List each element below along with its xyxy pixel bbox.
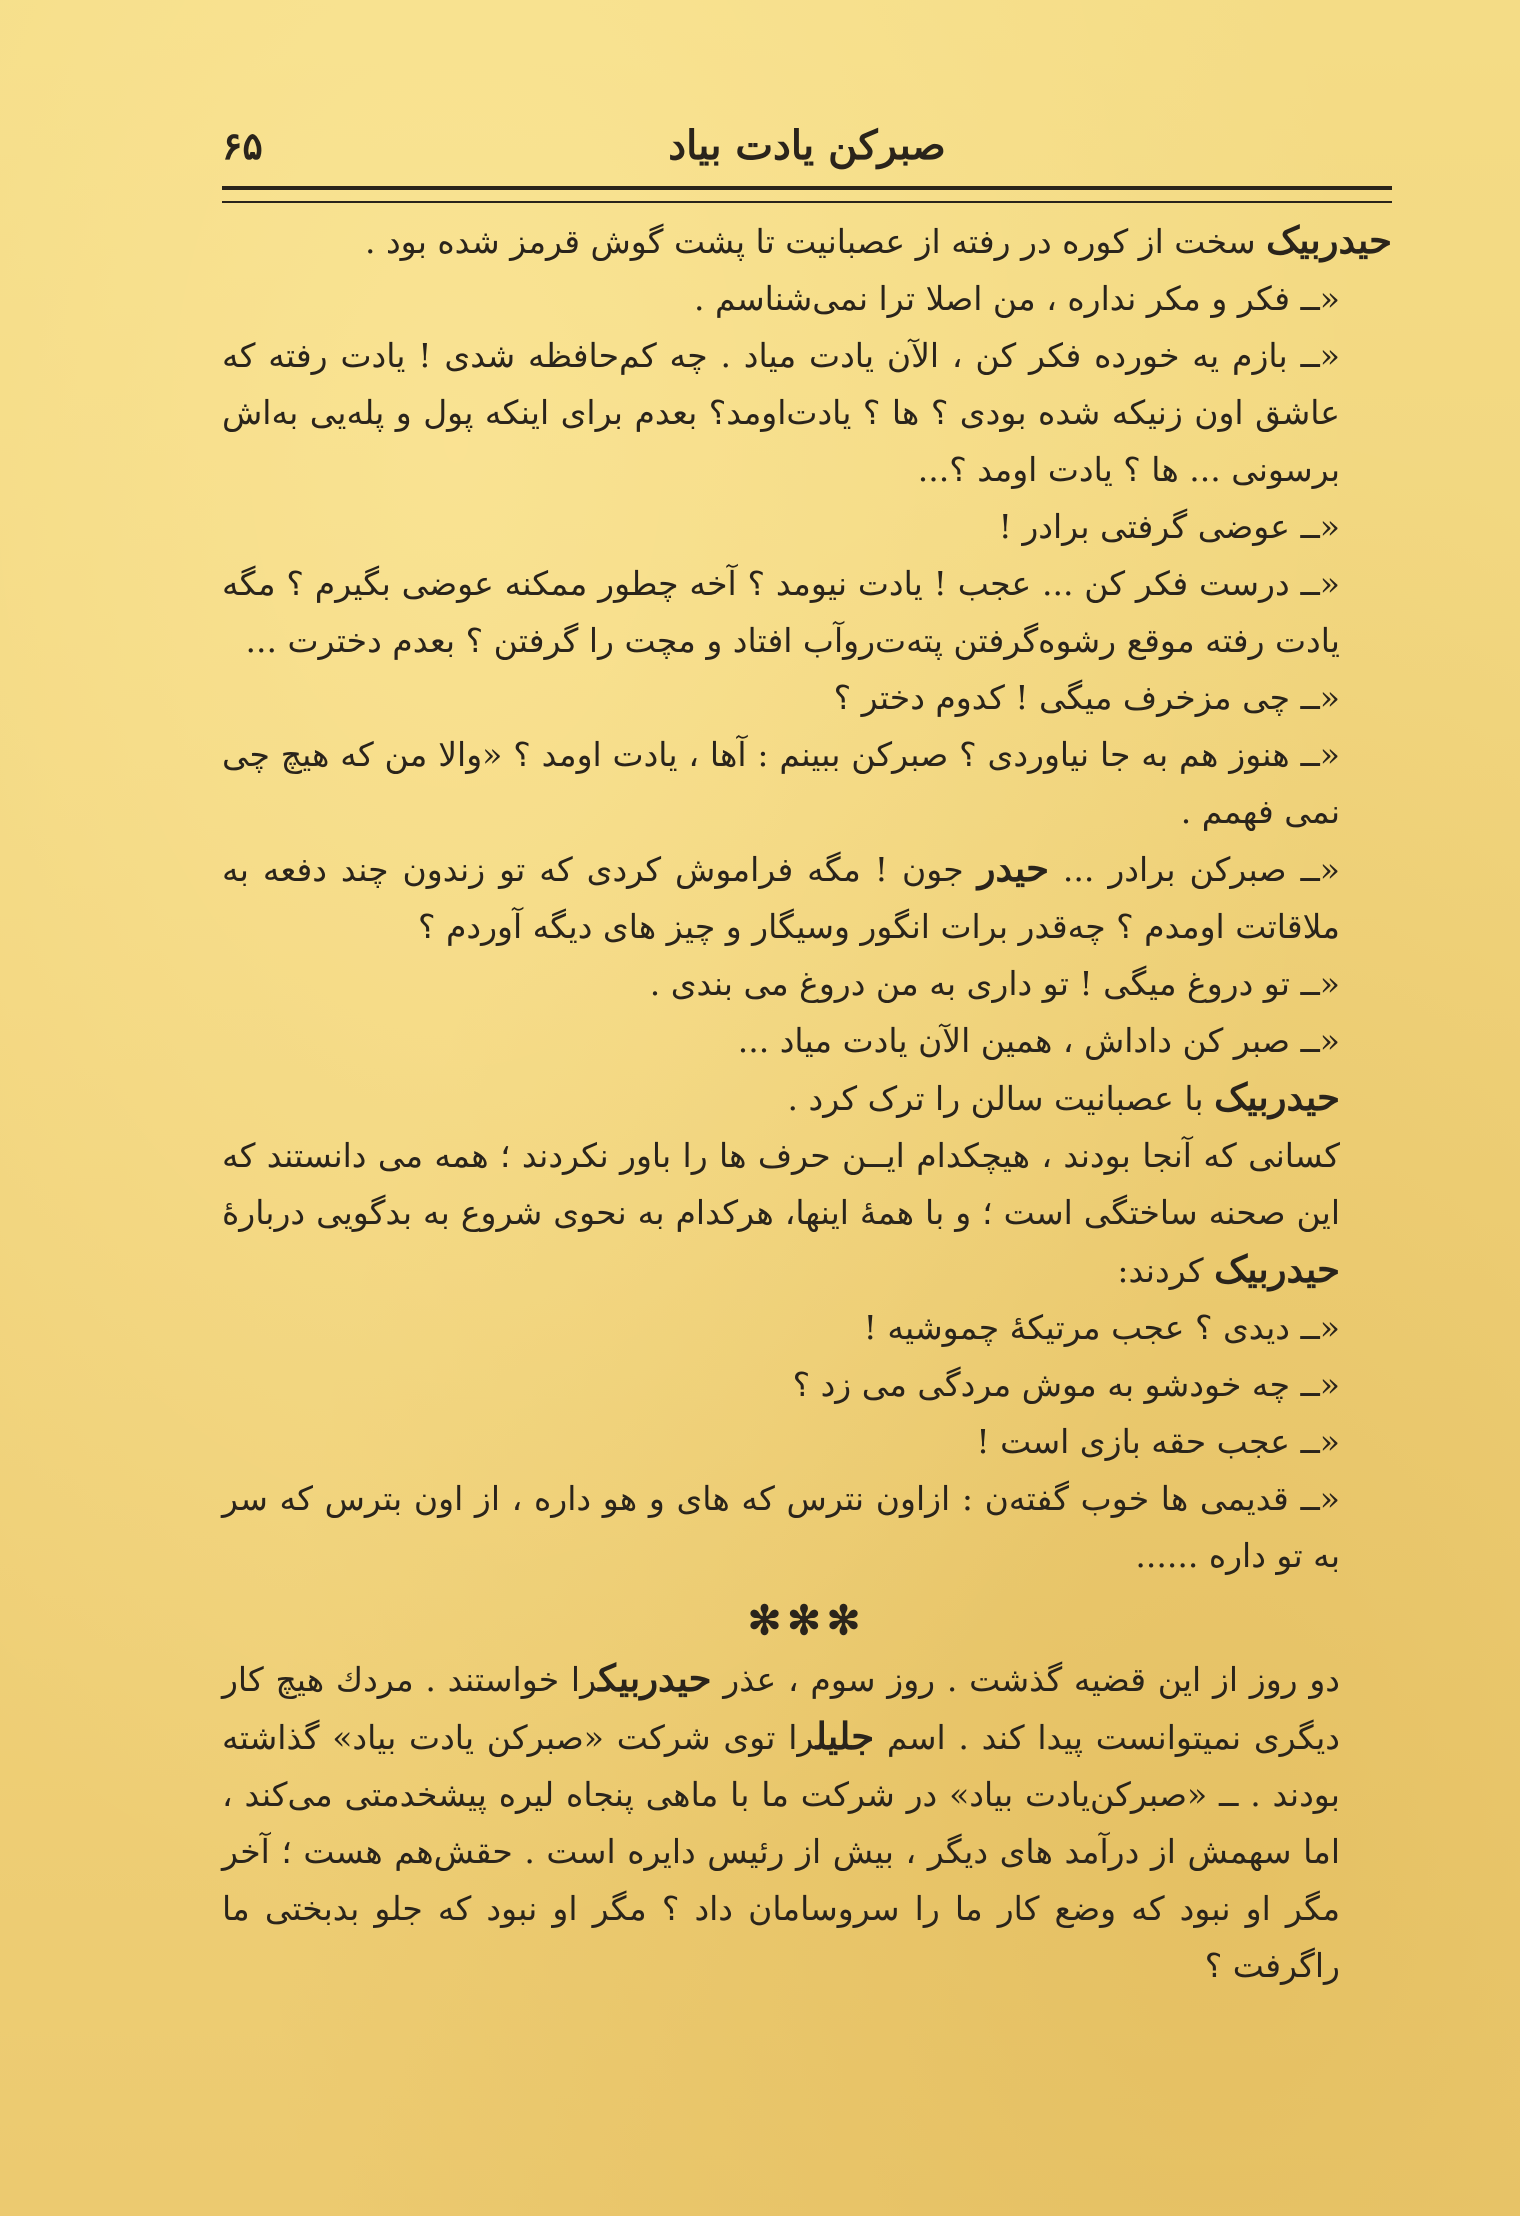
dialog-line xyxy=(222,1299,1392,1356)
text-run: «ــ قدیمی ها خوب گفته‌ن : ازاون نترس که های و هو داره ، از اون بترس که سر به تو داره ...... xyxy=(222,1479,1340,1575)
name-bold: حیدربیک xyxy=(1214,1247,1340,1291)
name-bold: حیدربیک xyxy=(598,1656,712,1700)
page-header xyxy=(222,118,1392,178)
dialog-line xyxy=(222,726,1392,840)
dialog-line xyxy=(222,555,1392,669)
paragraph xyxy=(222,1069,1392,1127)
text-run: «ــ هنوز هم به جا نیاوردی ؟ صبرکن ببینم : آها ، یادت اومد ؟ «والا من که هیچ چی نمی فهمم . xyxy=(222,735,1340,831)
text-run: «ــ دیدی ؟ عجب مرتیکهٔ چموشیه ! xyxy=(863,1308,1340,1347)
dialog-line xyxy=(222,327,1392,498)
text-run: «ــ درست فکر کن ... عجب ! یادت نیومد ؟ آخه چطور ممکنه عوضی بگیرم ؟ مگه یادت رفته موقع رشوه‌گرفتن پته‌ت‌روآب افتاد و مچت را گرفتن ؟ بعدم دخترت ... xyxy=(222,564,1340,660)
name-bold: حیدر xyxy=(977,846,1049,890)
text-run: «ــ عوضی گرفتی برادر ! xyxy=(998,507,1340,546)
text-run: «ــ چه خودشو به موش مردگی می زد ؟ xyxy=(792,1365,1340,1404)
text-run: را توی شرکت «صبرکن یادت بیاد» گذاشته بودند . ــ «صبرکن‌یادت بیاد» در شرکت ما با ماهی پنجاه لیره پیشخدمتی می‌کند ، اما سهمش از درآمد های دیگر ، بیش از رئیس دایره است . حقش‌هم هست ؛ آخر مگر او نبود که وضع کار ما را سروسامان داد ؟ مگر او نبود که جلو بدبختی ما راگرفت ؟ xyxy=(222,1718,1340,1985)
paragraph xyxy=(222,212,1392,270)
body-text xyxy=(222,212,1392,1994)
text-run: کسانی که آنجا بودند ، هیچکدام ایــن حرف ها را باور نکردند ؛ همه می دانستند که این صحنه ساختگی است ؛ و با همهٔ اینها، هرکدام به نحوی شروع به بدگویی دربارهٔ xyxy=(222,1136,1340,1232)
dialog-line xyxy=(222,669,1392,726)
text-run: «ــ فکر و مکر نداره ، من اصلا ترا نمی‌شناسم . xyxy=(694,279,1340,318)
text-run: جون ! مگه فراموش کردی که تو زندون چند دفعه به ملاقاتت اومدم ؟ چه‌قدر برات انگور وسیگار و چیز های دیگه آوردم ؟ xyxy=(222,850,1340,946)
text-run: را خواستند . مردك هیچ کار دیگری نمیتوانست پیدا کند . اسم xyxy=(222,1660,1340,1757)
dialog-line xyxy=(222,498,1392,555)
text-run: کردند: xyxy=(1117,1251,1215,1290)
header-double-rule xyxy=(222,186,1392,203)
dialog-line xyxy=(222,955,1392,1012)
name-bold: حیدربیک xyxy=(1214,1075,1340,1119)
name-bold: حیدربیک xyxy=(1266,218,1392,262)
dialog-line xyxy=(222,1470,1392,1584)
dialog-line xyxy=(222,270,1392,327)
dialog-line xyxy=(222,1012,1392,1069)
text-run: دو روز از این قضیه گذشت . روز سوم ، عذر xyxy=(711,1660,1341,1699)
text-run: با عصبانیت سالن را ترک کرد . xyxy=(787,1079,1215,1118)
text-run: «ــ عجب حقه بازی است ! xyxy=(976,1422,1340,1461)
name-bold: جلیل xyxy=(815,1714,875,1758)
dialog-line xyxy=(222,1356,1392,1413)
text-run: «ــ چی مزخرف میگی ! کدوم دختر ؟ xyxy=(833,678,1340,717)
dialog-line xyxy=(222,1413,1392,1470)
text-run: «ــ صبر کن داداش ، همین الآن یادت میاد ... xyxy=(737,1021,1340,1060)
page-number: ۶۵ xyxy=(222,123,263,168)
dialog-line xyxy=(222,840,1392,955)
text-run: سخت از کوره در رفته از عصبانیت تا پشت گوش قرمز شده بود . xyxy=(364,222,1267,261)
text-run: «ــ بازم یه خورده فکر کن ، الآن یادت میاد . چه کم‌حافظه شدی ! یادت رفته که عاشق اون زنیکه شده بودی ؟ ها ؟ یادت‌اومد؟ بعدم برای اینکه پول و پله‌یی به‌اش برسونی ... ها ؟ یادت اومد ؟... xyxy=(222,336,1340,489)
text-run: «ــ صبرکن برادر ... xyxy=(1048,850,1340,889)
paragraph xyxy=(222,1127,1392,1299)
paragraph xyxy=(222,1650,1392,1994)
section-separator: ✻✻✻ xyxy=(747,1597,867,1644)
text-run: «ــ تو دروغ میگی ! تو داری به من دروغ می بندی . xyxy=(649,964,1340,1003)
running-title: صبرکن یادت بیاد xyxy=(668,122,946,169)
